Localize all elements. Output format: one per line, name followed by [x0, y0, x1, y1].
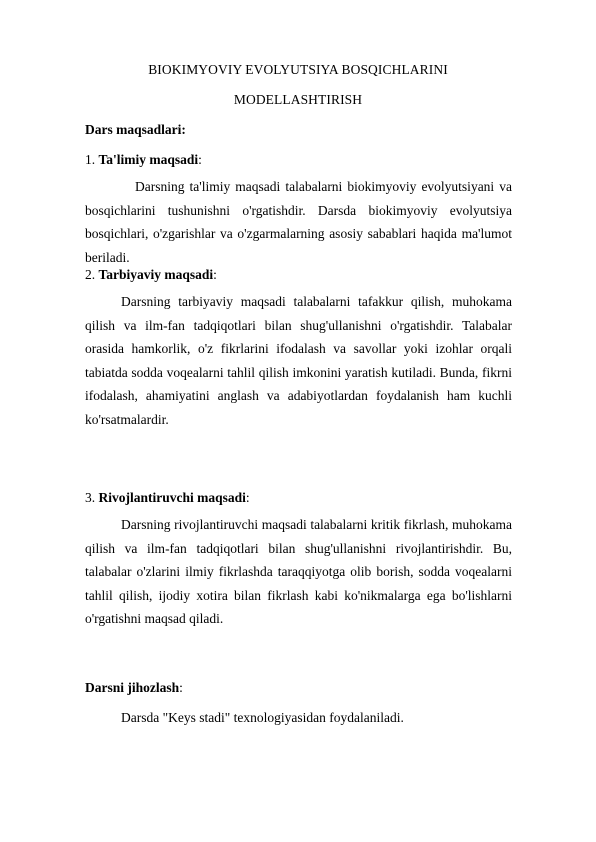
- section-3-number: 3.: [85, 490, 99, 505]
- section-2-heading-text: Tarbiyaviy maqsadi: [98, 267, 214, 282]
- equipment-heading: [85, 679, 183, 697]
- section-1-number: 1.: [85, 152, 99, 167]
- equipment-heading-text: Darsni jihozlash: [85, 680, 180, 695]
- section-2-body: Darsning tarbiyaviy maqsadi talabalarni tafakkur qilish, muhokama qilish va ilm-fan tadqiqotlari bilan shug'ullanishni o'rgatishdir. Talabalar orasida hamkorlik, o'z fikrlarini ifodalash va savollar yoki izohlar orqali tabiatda sodda voqealarni tahlil qilish imkonini yaratish kutiladi. Bunda, fikrni ifodalash, ahamiyatini anglash va adabiyotlardan foydalanish ham kuchli ko'rsatmalardir.: [85, 294, 512, 427]
- section-1-body: Darsning ta'limiy maqsadi talabalarni biokimyoviy evolyutsiyani va bosqichlarini tushunishni o'rgatishdir. Darsda biokimyoviy evolyutsiya bosqichlari, o'zgarishlar va o'zgarmalarning asosiy sabablari haqida ma'lumot beriladi.: [85, 179, 512, 265]
- section-1-heading-text: Ta'limiy maqsadi: [98, 152, 199, 167]
- equipment-body: Darsda "Keys stadi" texnologiyasidan foydalaniladi.: [121, 710, 404, 725]
- section-3-heading: [85, 489, 250, 507]
- equipment-colon: :: [179, 680, 183, 695]
- section-2-colon: :: [213, 267, 217, 282]
- goals-heading: [85, 121, 186, 139]
- section-3-colon: :: [245, 490, 250, 505]
- goals-heading-text: Dars maqsadlari:: [85, 122, 186, 137]
- section-2-number: 2.: [85, 267, 99, 282]
- title-line-1: BIOKIMYOVIY EVOLYUTSIYA BOSQICHLARINI: [148, 62, 448, 77]
- section-1-heading: [85, 151, 202, 169]
- section-2-heading: [85, 266, 217, 284]
- title-line-2: MODELLASHTIRISH: [233, 92, 363, 107]
- section-3-heading-text: Rivojlantiruvchi maqsadi: [98, 490, 246, 505]
- section-3-body: Darsning rivojlantiruvchi maqsadi talabalarni kritik fikrlash, muhokama qilish va ilm-fan tadqiqotlari bilan shug'ullanishni rivojlantirishdir. Bu, talabalar o'zlarini ilmiy fikrlashda taraqqiyotga olib borish, sodda voqealarni tahlil qilish, ijodiy xotira bilan fikrlash kabi ko'nikmalarga ega bo'lishlarni o'rgatishni maqsad qiladi.: [85, 517, 512, 627]
- section-1-colon: :: [198, 152, 202, 167]
